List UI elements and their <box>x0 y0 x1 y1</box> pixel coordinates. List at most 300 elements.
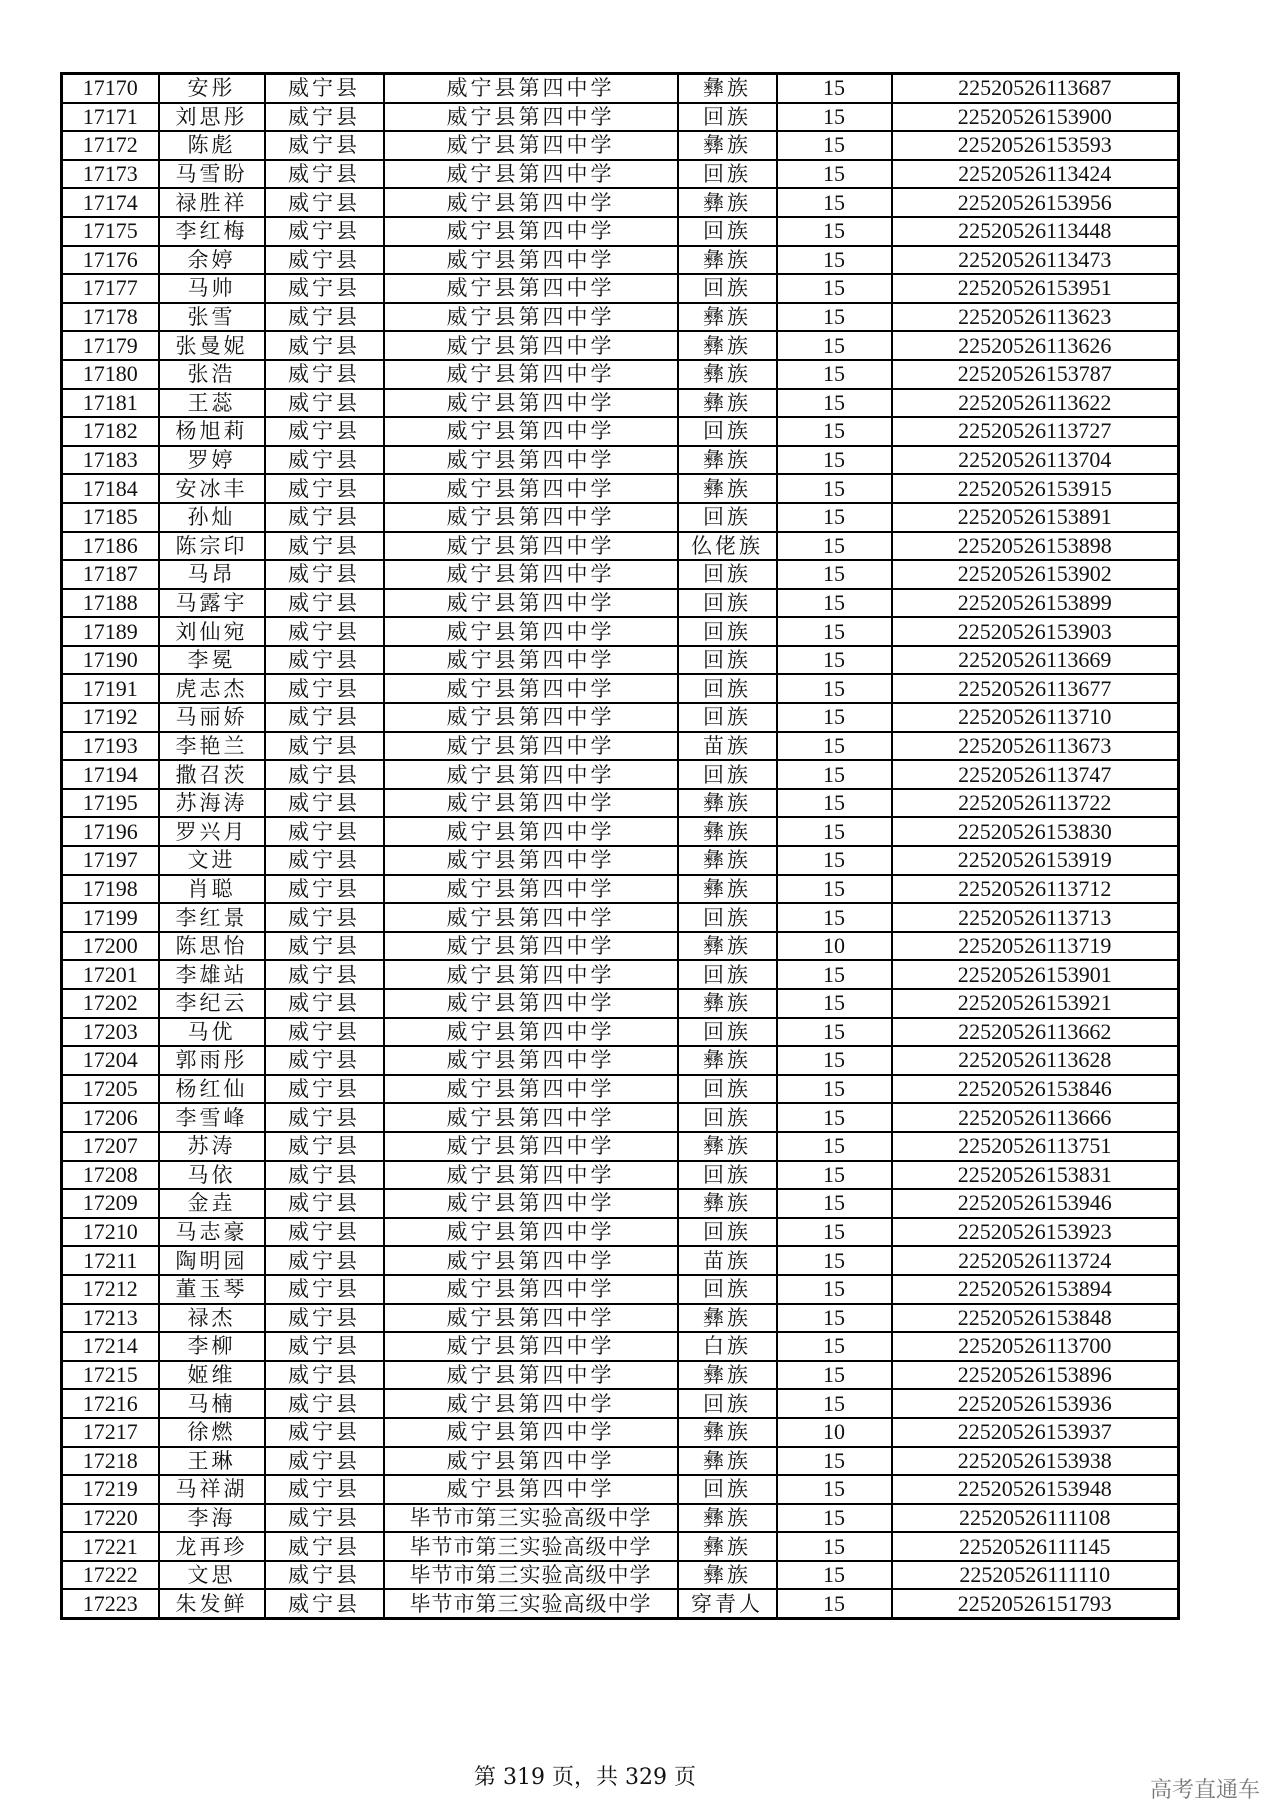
candidate-id-cell: 22520526113662 <box>892 1018 1179 1047</box>
bonus-points-cell: 15 <box>777 1218 892 1247</box>
school-cell: 威宁县第四中学 <box>384 875 678 904</box>
name-cell: 李红景 <box>159 903 265 932</box>
ethnicity-cell: 彝族 <box>678 875 777 904</box>
candidate-id-cell: 22520526153787 <box>892 360 1179 389</box>
school-cell: 毕节市第三实验高级中学 <box>384 1532 678 1561</box>
serial-number-cell: 17207 <box>62 1132 159 1161</box>
name-cell: 刘仙宛 <box>159 617 265 646</box>
serial-number-cell: 17183 <box>62 446 159 475</box>
name-cell: 李冕 <box>159 646 265 675</box>
table-row <box>62 1332 1179 1361</box>
candidate-id-cell: 22520526113424 <box>892 160 1179 189</box>
table-row <box>62 760 1179 789</box>
county-cell: 威宁县 <box>265 1304 384 1333</box>
name-cell: 龙再珍 <box>159 1532 265 1561</box>
county-cell: 威宁县 <box>265 589 384 618</box>
table-row <box>62 932 1179 961</box>
school-cell: 威宁县第四中学 <box>384 932 678 961</box>
serial-number-cell: 17175 <box>62 217 159 246</box>
name-cell: 姬维 <box>159 1361 265 1390</box>
serial-number-cell: 17201 <box>62 960 159 989</box>
name-cell: 马优 <box>159 1018 265 1047</box>
ethnicity-cell: 回族 <box>678 1389 777 1418</box>
school-cell: 威宁县第四中学 <box>384 1361 678 1390</box>
county-cell: 威宁县 <box>265 1189 384 1218</box>
school-cell: 威宁县第四中学 <box>384 503 678 532</box>
county-cell: 威宁县 <box>265 131 384 160</box>
school-cell: 威宁县第四中学 <box>384 131 678 160</box>
candidate-id-cell: 22520526153894 <box>892 1275 1179 1304</box>
school-cell: 威宁县第四中学 <box>384 1418 678 1447</box>
candidate-id-cell: 22520526153846 <box>892 1075 1179 1104</box>
county-cell: 威宁县 <box>265 1361 384 1390</box>
candidate-id-cell: 22520526113719 <box>892 932 1179 961</box>
county-cell: 威宁县 <box>265 1475 384 1504</box>
bonus-points-cell: 15 <box>777 417 892 446</box>
table-row <box>62 1018 1179 1047</box>
county-cell: 威宁县 <box>265 417 384 446</box>
table-row <box>62 703 1179 732</box>
candidate-id-cell: 22520526153956 <box>892 188 1179 217</box>
name-cell: 马丽娇 <box>159 703 265 732</box>
candidate-id-cell: 22520526113722 <box>892 789 1179 818</box>
candidate-id-cell: 22520526113751 <box>892 1132 1179 1161</box>
candidate-id-cell: 22520526153896 <box>892 1361 1179 1390</box>
serial-number-cell: 17208 <box>62 1161 159 1190</box>
table-row <box>62 303 1179 332</box>
candidate-id-cell: 22520526153901 <box>892 960 1179 989</box>
bonus-points-cell: 15 <box>777 246 892 275</box>
ethnicity-cell: 苗族 <box>678 732 777 761</box>
bonus-points-cell: 15 <box>777 389 892 418</box>
serial-number-cell: 17173 <box>62 160 159 189</box>
name-cell: 马楠 <box>159 1389 265 1418</box>
county-cell: 威宁县 <box>265 789 384 818</box>
name-cell: 李雪峰 <box>159 1103 265 1132</box>
name-cell: 李雄站 <box>159 960 265 989</box>
name-cell: 苏海涛 <box>159 789 265 818</box>
county-cell: 威宁县 <box>265 1132 384 1161</box>
county-cell: 威宁县 <box>265 303 384 332</box>
name-cell: 马志豪 <box>159 1218 265 1247</box>
candidate-id-cell: 22520526113710 <box>892 703 1179 732</box>
school-cell: 威宁县第四中学 <box>384 989 678 1018</box>
name-cell: 安彤 <box>159 74 265 103</box>
school-cell: 威宁县第四中学 <box>384 103 678 132</box>
school-cell: 威宁县第四中学 <box>384 532 678 561</box>
ethnicity-cell: 回族 <box>678 274 777 303</box>
county-cell: 威宁县 <box>265 217 384 246</box>
school-cell: 威宁县第四中学 <box>384 474 678 503</box>
table-row <box>62 417 1179 446</box>
bonus-points-cell: 15 <box>777 1304 892 1333</box>
county-cell: 威宁县 <box>265 532 384 561</box>
table-row <box>62 646 1179 675</box>
candidate-id-cell: 22520526113713 <box>892 903 1179 932</box>
name-cell: 禄胜祥 <box>159 188 265 217</box>
school-cell: 威宁县第四中学 <box>384 817 678 846</box>
candidate-id-cell: 22520526113622 <box>892 389 1179 418</box>
candidate-id-cell: 22520526153921 <box>892 989 1179 1018</box>
school-cell: 威宁县第四中学 <box>384 246 678 275</box>
ethnicity-cell: 彝族 <box>678 1361 777 1390</box>
county-cell: 威宁县 <box>265 1418 384 1447</box>
bonus-points-cell: 15 <box>777 1075 892 1104</box>
name-cell: 李海 <box>159 1504 265 1533</box>
bonus-points-cell: 15 <box>777 875 892 904</box>
ethnicity-cell: 彝族 <box>678 1132 777 1161</box>
school-cell: 威宁县第四中学 <box>384 1389 678 1418</box>
serial-number-cell: 17204 <box>62 1046 159 1075</box>
serial-number-cell: 17191 <box>62 674 159 703</box>
ethnicity-cell: 回族 <box>678 617 777 646</box>
table-row <box>62 846 1179 875</box>
table-row <box>62 1304 1179 1333</box>
table-row <box>62 1418 1179 1447</box>
county-cell: 威宁县 <box>265 474 384 503</box>
ethnicity-cell: 彝族 <box>678 817 777 846</box>
county-cell: 威宁县 <box>265 1389 384 1418</box>
bonus-points-cell: 15 <box>777 1161 892 1190</box>
ethnicity-cell: 彝族 <box>678 446 777 475</box>
table-row <box>62 503 1179 532</box>
ethnicity-cell: 回族 <box>678 417 777 446</box>
table-row <box>62 1361 1179 1390</box>
ethnicity-cell: 彝族 <box>678 1189 777 1218</box>
table-row <box>62 1475 1179 1504</box>
school-cell: 威宁县第四中学 <box>384 389 678 418</box>
candidate-id-cell: 22520526153923 <box>892 1218 1179 1247</box>
school-cell: 威宁县第四中学 <box>384 1161 678 1190</box>
name-cell: 撒召茨 <box>159 760 265 789</box>
school-cell: 威宁县第四中学 <box>384 674 678 703</box>
name-cell: 郭雨彤 <box>159 1046 265 1075</box>
candidate-id-cell: 22520526113700 <box>892 1332 1179 1361</box>
school-cell: 威宁县第四中学 <box>384 1103 678 1132</box>
school-cell: 威宁县第四中学 <box>384 960 678 989</box>
table-row <box>62 103 1179 132</box>
ethnicity-cell: 彝族 <box>678 246 777 275</box>
name-cell: 马露宇 <box>159 589 265 618</box>
table-row <box>62 817 1179 846</box>
serial-number-cell: 17188 <box>62 589 159 618</box>
table-row <box>62 532 1179 561</box>
county-cell: 威宁县 <box>265 1075 384 1104</box>
ethnicity-cell: 仫佬族 <box>678 532 777 561</box>
ethnicity-cell: 彝族 <box>678 846 777 875</box>
serial-number-cell: 17192 <box>62 703 159 732</box>
candidate-id-cell: 22520526153903 <box>892 617 1179 646</box>
table-row <box>62 1246 1179 1275</box>
name-cell: 张曼妮 <box>159 331 265 360</box>
name-cell: 马帅 <box>159 274 265 303</box>
serial-number-cell: 17195 <box>62 789 159 818</box>
name-cell: 陶明园 <box>159 1246 265 1275</box>
bonus-points-cell: 15 <box>777 1332 892 1361</box>
ethnicity-cell: 彝族 <box>678 131 777 160</box>
county-cell: 威宁县 <box>265 503 384 532</box>
ethnicity-cell: 回族 <box>678 703 777 732</box>
table-row <box>62 989 1179 1018</box>
candidate-id-cell: 22520526153938 <box>892 1447 1179 1476</box>
serial-number-cell: 17213 <box>62 1304 159 1333</box>
candidate-id-cell: 22520526111110 <box>892 1561 1179 1590</box>
ethnicity-cell: 彝族 <box>678 389 777 418</box>
table-row <box>62 360 1179 389</box>
county-cell: 威宁县 <box>265 617 384 646</box>
county-cell: 威宁县 <box>265 1332 384 1361</box>
bonus-points-cell: 15 <box>777 131 892 160</box>
candidate-id-cell: 22520526153899 <box>892 589 1179 618</box>
bonus-points-cell: 15 <box>777 1561 892 1590</box>
serial-number-cell: 17203 <box>62 1018 159 1047</box>
ethnicity-cell: 回族 <box>678 903 777 932</box>
school-cell: 威宁县第四中学 <box>384 589 678 618</box>
ethnicity-cell: 彝族 <box>678 1561 777 1590</box>
ethnicity-cell: 彝族 <box>678 789 777 818</box>
serial-number-cell: 17221 <box>62 1532 159 1561</box>
table-row <box>62 960 1179 989</box>
bonus-points-cell: 15 <box>777 74 892 103</box>
name-cell: 刘思彤 <box>159 103 265 132</box>
serial-number-cell: 17181 <box>62 389 159 418</box>
name-cell: 余婷 <box>159 246 265 275</box>
serial-number-cell: 17223 <box>62 1589 159 1618</box>
bonus-points-cell: 15 <box>777 1447 892 1476</box>
bonus-points-cell: 15 <box>777 1275 892 1304</box>
table-row <box>62 274 1179 303</box>
table-row <box>62 474 1179 503</box>
county-cell: 威宁县 <box>265 732 384 761</box>
ethnicity-cell: 回族 <box>678 760 777 789</box>
bonus-points-cell: 15 <box>777 903 892 932</box>
bonus-points-cell: 15 <box>777 360 892 389</box>
table-row <box>62 1561 1179 1590</box>
name-cell: 张浩 <box>159 360 265 389</box>
county-cell: 威宁县 <box>265 1161 384 1190</box>
bonus-points-cell: 15 <box>777 1504 892 1533</box>
table-row <box>62 617 1179 646</box>
name-cell: 马雪盼 <box>159 160 265 189</box>
ethnicity-cell: 回族 <box>678 103 777 132</box>
name-cell: 徐燃 <box>159 1418 265 1447</box>
county-cell: 威宁县 <box>265 646 384 675</box>
bonus-points-cell: 15 <box>777 674 892 703</box>
school-cell: 威宁县第四中学 <box>384 360 678 389</box>
ethnicity-cell: 彝族 <box>678 1046 777 1075</box>
ethnicity-cell: 回族 <box>678 160 777 189</box>
serial-number-cell: 17177 <box>62 274 159 303</box>
candidate-id-cell: 22520526153919 <box>892 846 1179 875</box>
bonus-points-cell: 15 <box>777 532 892 561</box>
ethnicity-cell: 彝族 <box>678 331 777 360</box>
county-cell: 威宁县 <box>265 1018 384 1047</box>
table-row <box>62 389 1179 418</box>
candidate-id-cell: 22520526153946 <box>892 1189 1179 1218</box>
serial-number-cell: 17187 <box>62 560 159 589</box>
serial-number-cell: 17218 <box>62 1447 159 1476</box>
name-cell: 王蕊 <box>159 389 265 418</box>
table-row <box>62 875 1179 904</box>
candidate-id-cell: 22520526113727 <box>892 417 1179 446</box>
candidate-id-cell: 22520526113724 <box>892 1246 1179 1275</box>
ethnicity-cell: 彝族 <box>678 1532 777 1561</box>
bonus-points-cell: 15 <box>777 589 892 618</box>
table-row <box>62 217 1179 246</box>
name-cell: 张雪 <box>159 303 265 332</box>
serial-number-cell: 17184 <box>62 474 159 503</box>
county-cell: 威宁县 <box>265 188 384 217</box>
school-cell: 威宁县第四中学 <box>384 1018 678 1047</box>
serial-number-cell: 17216 <box>62 1389 159 1418</box>
serial-number-cell: 17214 <box>62 1332 159 1361</box>
serial-number-cell: 17199 <box>62 903 159 932</box>
table-row <box>62 131 1179 160</box>
table-row <box>62 1046 1179 1075</box>
serial-number-cell: 17220 <box>62 1504 159 1533</box>
table-row <box>62 1189 1179 1218</box>
serial-number-cell: 17186 <box>62 532 159 561</box>
ethnicity-cell: 彝族 <box>678 932 777 961</box>
serial-number-cell: 17179 <box>62 331 159 360</box>
table-row <box>62 1447 1179 1476</box>
name-cell: 李红梅 <box>159 217 265 246</box>
candidate-id-cell: 22520526111108 <box>892 1504 1179 1533</box>
school-cell: 威宁县第四中学 <box>384 1447 678 1476</box>
table-row <box>62 1103 1179 1132</box>
county-cell: 威宁县 <box>265 389 384 418</box>
serial-number-cell: 17171 <box>62 103 159 132</box>
bonus-points-cell: 15 <box>777 1589 892 1618</box>
ethnicity-cell: 彝族 <box>678 1504 777 1533</box>
candidate-id-cell: 22520526151793 <box>892 1589 1179 1618</box>
candidate-id-cell: 22520526113669 <box>892 646 1179 675</box>
county-cell: 威宁县 <box>265 331 384 360</box>
school-cell: 威宁县第四中学 <box>384 1475 678 1504</box>
school-cell: 威宁县第四中学 <box>384 188 678 217</box>
bonus-points-cell: 10 <box>777 932 892 961</box>
table-row <box>62 560 1179 589</box>
ethnicity-cell: 彝族 <box>678 1447 777 1476</box>
serial-number-cell: 17200 <box>62 932 159 961</box>
candidate-id-cell: 22520526113666 <box>892 1103 1179 1132</box>
serial-number-cell: 17210 <box>62 1218 159 1247</box>
candidate-id-cell: 22520526113712 <box>892 875 1179 904</box>
serial-number-cell: 17193 <box>62 732 159 761</box>
ethnicity-cell: 彝族 <box>678 74 777 103</box>
candidate-id-cell: 22520526153936 <box>892 1389 1179 1418</box>
table-row <box>62 903 1179 932</box>
candidate-id-cell: 22520526153848 <box>892 1304 1179 1333</box>
candidate-id-cell: 22520526153900 <box>892 103 1179 132</box>
county-cell: 威宁县 <box>265 274 384 303</box>
serial-number-cell: 17206 <box>62 1103 159 1132</box>
serial-number-cell: 17217 <box>62 1418 159 1447</box>
serial-number-cell: 17205 <box>62 1075 159 1104</box>
school-cell: 毕节市第三实验高级中学 <box>384 1589 678 1618</box>
table-row <box>62 1504 1179 1533</box>
county-cell: 威宁县 <box>265 1103 384 1132</box>
school-cell: 威宁县第四中学 <box>384 1132 678 1161</box>
county-cell: 威宁县 <box>265 1046 384 1075</box>
bonus-points-cell: 15 <box>777 1246 892 1275</box>
bonus-points-cell: 15 <box>777 217 892 246</box>
serial-number-cell: 17198 <box>62 875 159 904</box>
county-cell: 威宁县 <box>265 1275 384 1304</box>
ethnicity-cell: 彝族 <box>678 474 777 503</box>
school-cell: 威宁县第四中学 <box>384 789 678 818</box>
ethnicity-cell: 彝族 <box>678 303 777 332</box>
school-cell: 威宁县第四中学 <box>384 1189 678 1218</box>
ethnicity-cell: 回族 <box>678 1218 777 1247</box>
ethnicity-cell: 彝族 <box>678 188 777 217</box>
school-cell: 威宁县第四中学 <box>384 1075 678 1104</box>
serial-number-cell: 17190 <box>62 646 159 675</box>
bonus-points-cell: 15 <box>777 560 892 589</box>
candidate-id-cell: 22520526153898 <box>892 532 1179 561</box>
bonus-points-cell: 15 <box>777 846 892 875</box>
school-cell: 威宁县第四中学 <box>384 331 678 360</box>
page-number-text: 第 319 页，共 329 页 <box>474 1765 696 1790</box>
serial-number-cell: 17215 <box>62 1361 159 1390</box>
bonus-points-cell: 15 <box>777 503 892 532</box>
candidate-id-cell: 22520526113473 <box>892 246 1179 275</box>
school-cell: 威宁县第四中学 <box>384 760 678 789</box>
candidate-id-cell: 22520526113623 <box>892 303 1179 332</box>
candidate-id-cell: 22520526153593 <box>892 131 1179 160</box>
bonus-points-cell: 15 <box>777 703 892 732</box>
name-cell: 罗兴月 <box>159 817 265 846</box>
name-cell: 虎志杰 <box>159 674 265 703</box>
name-cell: 陈彪 <box>159 131 265 160</box>
serial-number-cell: 17197 <box>62 846 159 875</box>
table-row <box>62 1589 1179 1618</box>
county-cell: 威宁县 <box>265 1561 384 1590</box>
page-footer <box>0 1760 1280 1791</box>
county-cell: 威宁县 <box>265 817 384 846</box>
ethnicity-cell: 回族 <box>678 560 777 589</box>
school-cell: 威宁县第四中学 <box>384 1046 678 1075</box>
candidate-id-cell: 22520526113628 <box>892 1046 1179 1075</box>
candidate-id-cell: 22520526113448 <box>892 217 1179 246</box>
name-cell: 苏涛 <box>159 1132 265 1161</box>
ethnicity-cell: 彝族 <box>678 1304 777 1333</box>
name-cell: 李艳兰 <box>159 732 265 761</box>
school-cell: 威宁县第四中学 <box>384 1332 678 1361</box>
serial-number-cell: 17172 <box>62 131 159 160</box>
county-cell: 威宁县 <box>265 760 384 789</box>
table-row <box>62 160 1179 189</box>
candidate-id-cell: 22520526153948 <box>892 1475 1179 1504</box>
bonus-points-cell: 15 <box>777 1389 892 1418</box>
bonus-points-cell: 15 <box>777 474 892 503</box>
school-cell: 威宁县第四中学 <box>384 74 678 103</box>
serial-number-cell: 17170 <box>62 74 159 103</box>
bonus-points-cell: 15 <box>777 760 892 789</box>
school-cell: 威宁县第四中学 <box>384 617 678 646</box>
serial-number-cell: 17176 <box>62 246 159 275</box>
name-cell: 陈宗印 <box>159 532 265 561</box>
serial-number-cell: 17174 <box>62 188 159 217</box>
bonus-points-cell: 10 <box>777 1418 892 1447</box>
bonus-points-cell: 15 <box>777 103 892 132</box>
school-cell: 威宁县第四中学 <box>384 274 678 303</box>
county-cell: 威宁县 <box>265 560 384 589</box>
school-cell: 威宁县第四中学 <box>384 903 678 932</box>
ethnicity-cell: 回族 <box>678 1018 777 1047</box>
table-row <box>62 1389 1179 1418</box>
bonus-points-cell: 15 <box>777 1475 892 1504</box>
